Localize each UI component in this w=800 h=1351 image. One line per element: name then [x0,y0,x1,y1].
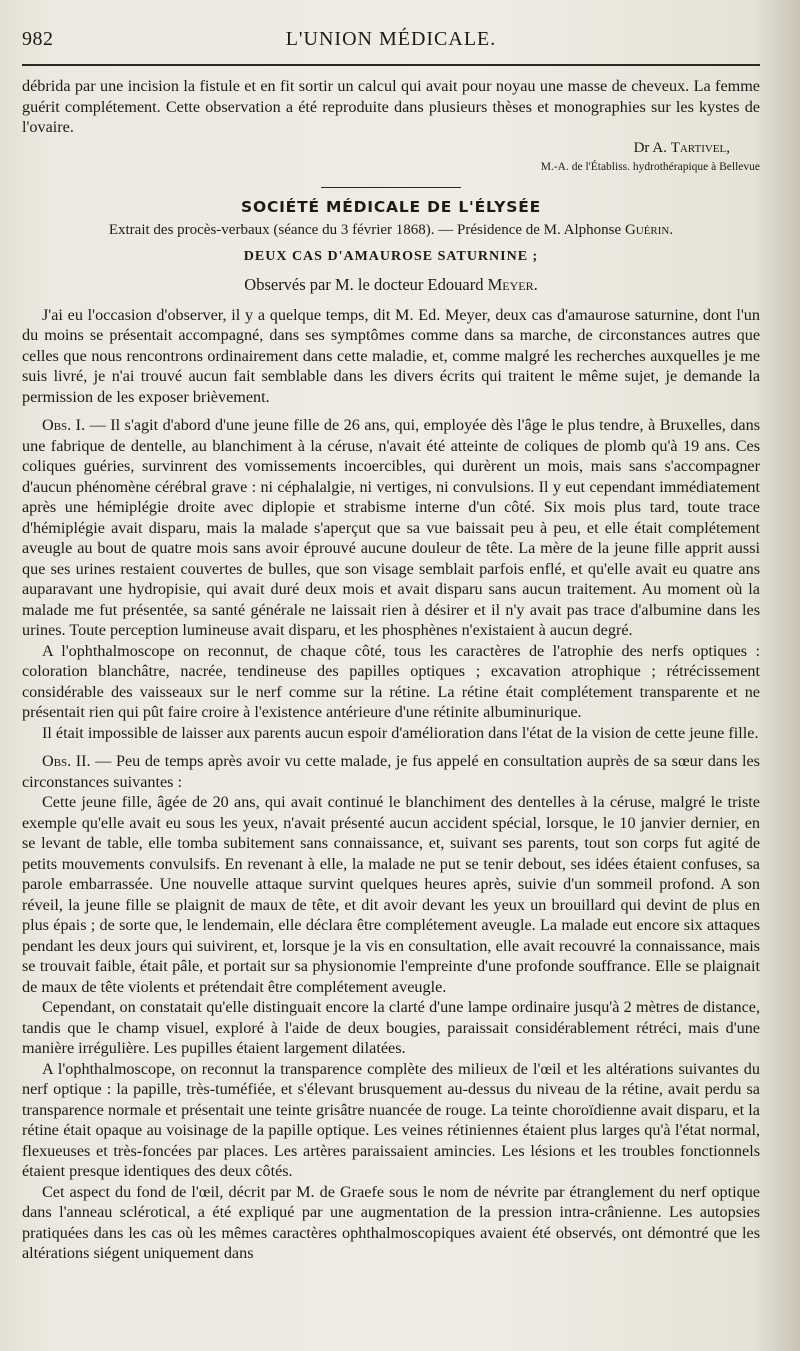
header-rule [22,64,760,66]
paragraph-7: Cependant, on constatait qu'elle distinguait encore la clarté d'une lampe ordinaire jusqu'à 2 mètres de distance, tandis que le champ visuel, exploré à l'aide de deux bougies, paraissait considérablement rétréci, mais d'une manière irrégulière. Les pupilles étaient largement dilatées. [22,998,760,1057]
observation-1 [22,415,760,641]
signature [22,140,760,157]
running-title: L'UNION MÉDICALE. [285,28,497,50]
paragraph-4: Il était impossible de laisser aux parents aucun espoir d'amélioration dans l'état de la vision de cette jeune fille. [42,723,759,742]
intro-paragraph: débrida par une incision la fistule et en fit sortir un calcul qui avait pour noyau une masse de cheveux. La femme guérit complétement. Cette observation a été reproduite dans plusieurs thèses et monographies sur les kystes de l'ovaire. [22,77,760,136]
article-title: DEUX CAS D'AMAUROSE SATURNINE ; [243,248,539,264]
observation-2 [22,751,760,792]
article-byline [22,275,760,295]
running-header [22,28,760,58]
observation-1-text: — Il s'agit d'abord d'une jeune fille de 26 ans, qui, employée dès l'âge le plus tendre, à Bruxelles, dans une fabrique de dentelle, au blanchiment à la céruse, n'avait été atteinte de coliques de plomb qu'à 19 ans. Ces coliques guéries, survinrent des vomissements incoercibles, qui durèrent un mois, mais sans s'accompagner d'aucun phénomène cérébral grave : ni céphalalgie, ni vertiges, ni convulsions. Il y eut cependant immédiatement après une hémiplégie droite avec diplopie et strabisme interne d'un côté. Six mois plus tard, toute trace d'hémiplégie avait disparu, mais la malade s'aperçut que sa vue baissait peu à peu, et elle était complétement aveugle au bout de quatre mois sans avoir éprouvé aucune douleur de tête. La mère de la jeune fille apprit aussi que ses urines restaient couvertes de bulles, que son visage semblait parfois enflé, et qu'elle avait eu quatre ans auparavant une hydropisie, qui avait duré deux mois et avait disparu sans aucun traitement. Au moment où la malade me fut présentée, sa santé générale ne laissait rien à désirer et il n'y avait pas trace d'albumine dans les urines. Toute perception lumineuse avait disparu, et les phosphènes n'existaient à aucun degré. [22,416,760,639]
observer-name: Meyer. [487,274,538,294]
observation-1-label: Obs. I. [42,416,86,434]
paragraph-3: A l'ophthalmoscope on reconnut, de chaque côté, tous les caractères de l'atrophie des nerfs optiques : coloration blanchâtre, nacrée, tendineuse des papilles optiques ; excavation atrophique ; rétrécissement considérable des vaisseaux sur le nerf comme sur la rétine. La rétine était complétement transparente et ne présentait rien qui pût faire croire à l'existence antérieure d'une rétinite albuminurique. [22,641,760,721]
section-divider [321,187,461,188]
president-name: Guérin. [624,221,674,238]
signature-prefix: Dr A. [633,139,671,156]
paragraph-6: Cette jeune fille, âgée de 20 ans, qui avait continué le blanchiment des dentelles à la céruse, malgré le triste exemple qu'elle avait eu sous les yeux, n'avait présenté aucun accident spécial, lorsque, le 10 janvier dernier, en se levant de table, elle tomba subitement sans connaissance, et, suivant ses parents, tout son corps fut agité de petits mouvements convulsifs. En revenant à elle, la malade ne put se tenir debout, ses idées étaient confuses, sa parole embarrassée. Une nouvelle attaque survint quelques heures après, suivie d'un sommeil profond. A son réveil, la jeune fille se plaignit de maux de tête, et dit avoir devant les yeux un brouillard qui devint de plus en plus épais ; de sorte que, le lendemain, elle déclara être complétement aveugle. La malade eut encore six attaques pendant les deux jours qui suivirent, et, lorsque je la vis en consultation, elle avait recouvré la connaissance, mais se trouvait faible, était pâle, et portait sur sa physionomie l'empreinte d'une profonde souffrance. Elle se plaignait de maux de tête violents et prétendait être complétement aveugle. [22,793,760,996]
paragraph-8: A l'ophthalmoscope, on reconnut la transparence complète des milieux de l'œil et les altérations suivantes du nerf optique : la papille, très-tuméfiée, et s'élevant brusquement au-dessus du niveau de la rétine, avait perdu sa transparence normale et présentait une teinte grisâtre nuancée de rouge. La teinte choroïdienne avait disparu, et la rétine était opaque au voisinage de la papille optique. Les veines rétiniennes étaient plus larges qu'à l'état normal, flexueuses et très-foncées par places. Les artères paraissaient amincies. Les lésions et les troubles fonctionnels étaient presque identiques des deux côtés. [22,1059,760,1180]
paragraph-9: Cet aspect du fond de l'œil, décrit par M. de Graefe sous le nom de névrite par étranglement du nerf optique dans l'anneau sclérotical, a été expliqué par une augmentation de la pression intra-crânienne. Les autopsies pratiquées dans les cas où les mêmes caractères ophthalmoscopiques avaient été observés, ont démontré que les altérations siégent uniquement dans [22,1182,760,1262]
byline-prefix: Observés par M. le docteur Edouard [244,274,488,294]
session-text: Extrait des procès-verbaux (séance du 3 février 1868). — Présidence de M. Alphonse [108,221,625,238]
signature-affiliation: M.-A. de l'Établiss. hydrothérapique à Bellevue [540,160,760,173]
signature-name: Tartivel, [670,139,730,156]
page-number: 982 [22,28,54,50]
observation-2-text: — Peu de temps après avoir vu cette malade, je fus appelé en consultation auprès de sa sœur dans les circonstances suivantes : [22,752,760,791]
observation-2-label: Obs. II. [42,752,91,770]
paragraph-1: J'ai eu l'occasion d'observer, il y a quelque temps, dit M. Ed. Meyer, deux cas d'amaurose saturnine, dont l'un du moins se présentait accompagné, dans ses symptômes comme dans sa marche, de circonstances autres que celles que nous rencontrons ordinairement dans cette maladie, et, comme malgré les recherches auxquelles je me suis livré, je n'ai trouvé aucun fait semblable dans les divers écrits qui traitent le même sujet, je demande la permission de les exposer brièvement. [22,305,760,406]
session-line [22,222,760,239]
society-title: SOCIÉTÉ MÉDICALE DE L'ÉLYSÉE [241,197,541,216]
